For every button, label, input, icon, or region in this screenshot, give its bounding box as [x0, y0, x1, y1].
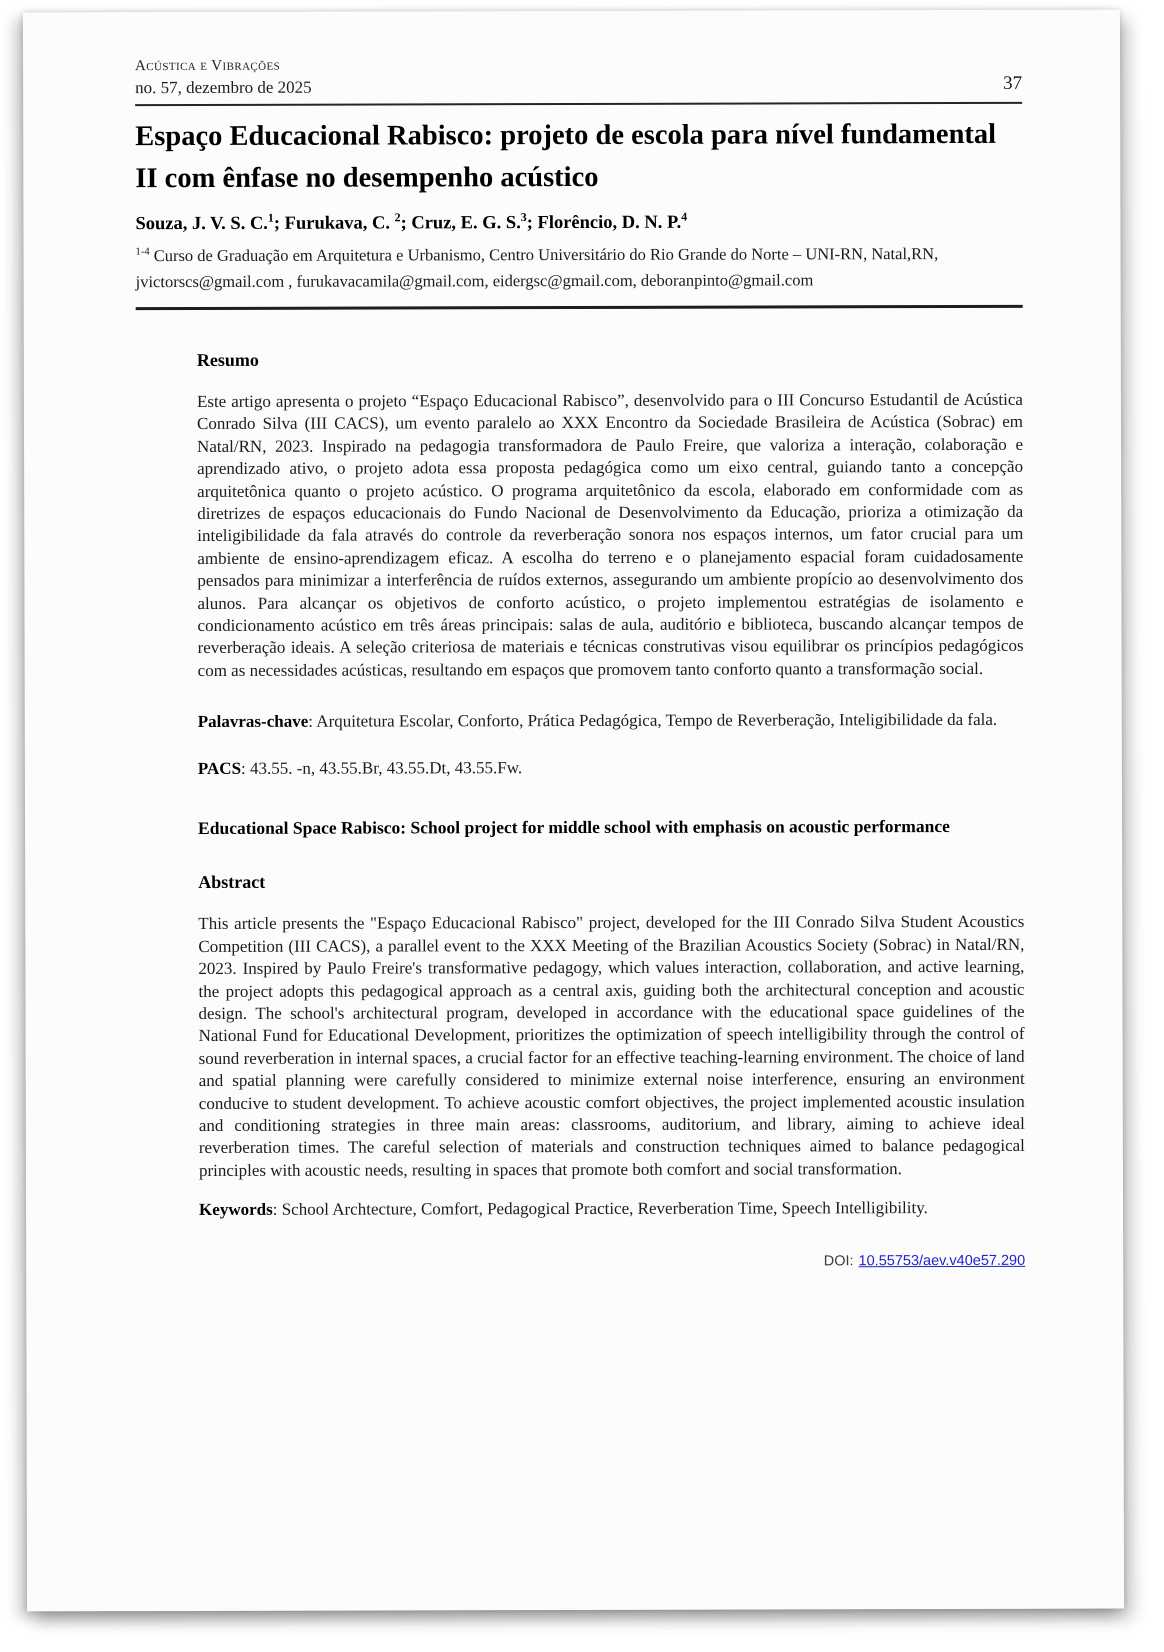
doi-line — [199, 1253, 1025, 1271]
author-superscript: 1 — [267, 210, 274, 225]
resumo-heading: Resumo — [196, 349, 259, 370]
keywords-label: Keywords — [199, 1199, 273, 1220]
journal-name: Acústica e Vibrações — [135, 57, 281, 75]
doi-link[interactable]: 10.55753/aev.v40e57.290 — [858, 1252, 1026, 1270]
affiliation-line — [136, 241, 1023, 295]
abstract-column — [197, 348, 1025, 1271]
palavras-chave-line — [198, 702, 1024, 739]
pacs-text: : 43.55. -n, 43.55.Br, 43.55.Dt, 43.55.Fw. — [241, 758, 523, 779]
affiliation-text: Curso de Graduação em Arquitetura e Urbanismo, Centro Universitário do Rio Grande do Norte – UNI-RN, Natal,RN, jvictorscs@gmail.com , furukavacamila@gmail.com, eidergsc@gmail.com, deboranpinto@gmail.com — [135, 244, 939, 292]
author-name: ; Furukava, C. — [273, 213, 395, 234]
english-title: Educational Space Rabisco: School project for middle school with emphasis on acoustic performance — [198, 816, 950, 839]
keywords-line — [199, 1196, 1025, 1221]
affiliation-superscript: 1-4 — [135, 246, 150, 258]
palavras-chave-text: : Arquitetura Escolar, Conforto, Prática Pedagógica, Tempo de Reverberação, Inteligibilidade da fala. — [308, 710, 998, 731]
pacs-label: PACS — [197, 759, 242, 779]
header-rule — [135, 102, 1022, 106]
palavras-chave-label: Palavras-chave — [197, 711, 309, 732]
affiliation-rule — [136, 305, 1023, 310]
resumo-body: Este artigo apresenta o projeto “Espaço Educacional Rabisco”, desenvolvido para o III Concurso Estudantil de Acústica Conrado Silva (III CACS), um evento paralelo ao XXX Encontro da Sociedade Brasileira de Acústica (Sobrac) em Natal/RN, 2023. Inspirado na pedagogia transformadora de Paulo Freire, que valoriza a interação, colaboração e aprendizado ativo, o projeto adota essa proposta pedagógica como um eixo central, guiando tanto a concepção arquitetônica quanto o projeto acústico. O programa arquitetônico da escola, elaborado em conformidade com as diretrizes de espaços educacionais do Fundo Nacional de Desenvolvimento da Educação, prioriza a otimização da inteligibilidade da fala através do controle da reverberação sonora nos espaços internos, um fator crucial para um ambiente de ensino-aprendizagem eficaz. A escolha do terreno e o planejamento espacial foram cuidadosamente pensados para minimizar a interferência de ruídos externos, assegurando um ambiente propício ao desenvolvimento dos alunos. Para alcançar os objetivos de conforto acústico, o projeto implementou estratégias de isolamento e condicionamento acústico em três áreas principais: salas de aula, auditório e biblioteca, buscando alcançar tempos de reverberação ideais. A seleção criteriosa de materiais e técnicas construtivas visou equilibrar os princípios pedagógicos com as necessidades acústicas, resultando em espaços que promovem tanto conforto quanto a transformação social. — [196, 389, 1024, 680]
document-page — [23, 10, 1124, 1612]
pacs-line — [198, 757, 1024, 779]
author-superscript: 2 — [394, 210, 401, 225]
author-name: ; Florêncio, D. N. P. — [526, 212, 682, 234]
authors-line — [135, 209, 1022, 235]
author-superscript: 4 — [681, 209, 688, 224]
page-number: 37 — [1003, 72, 1023, 94]
author-superscript: 3 — [520, 209, 527, 224]
author-name: Souza, J. V. S. C. — [135, 213, 268, 235]
abstract-body: This article presents the "Espaço Educacional Rabisco" project, developed for the III Conrado Silva Student Acoustics Competition (III CACS), a parallel event to the XXX Meeting of the Brazilian Acoustics Society (Sobrac) in Natal/RN, 2023. Inspired by Paulo Freire's transformative pedagogy, which values interaction, collaboration, and active learning, the project adopts this pedagogical approach as a central axis, guiding both the architectural conception and acoustic design. The school's architectural program, developed in accordance with the educational space guidelines of the National Fund for Educational Development, prioritizes the optimization of speech intelligibility through the control of sound reverberation in internal spaces, a crucial factor for an effective teaching-learning environment. The choice of land and spatial planning were carefully considered to minimize external noise interference, ensuring an environment conducive to student development. To achieve acoustic comfort objectives, the project implemented acoustic insulation and conditioning strategies in three main areas: classrooms, auditorium, and library, aiming to achieve ideal reverberation times. The careful selection of materials and construction techniques aimed to balance pedagogical principles with acoustic needs, resulting in spaces that promote both comfort and social transformation. — [198, 912, 1025, 1180]
journal-block — [135, 58, 312, 98]
author-name: ; Cruz, E. G. S. — [400, 213, 521, 234]
article-title: Espaço Educacional Rabisco: projeto de escola para nível fundamental II com ênfase no desempenho acústico — [135, 118, 997, 195]
issue-line: no. 57, dezembro de 2025 — [135, 77, 312, 98]
abstract-heading: Abstract — [198, 872, 266, 893]
doi-label: DOI: — [823, 1253, 854, 1270]
keywords-text: : School Archtecture, Comfort, Pedagogical Practice, Reverberation Time, Speech Intelligibility. — [272, 1198, 928, 1219]
page-header — [135, 10, 1022, 98]
